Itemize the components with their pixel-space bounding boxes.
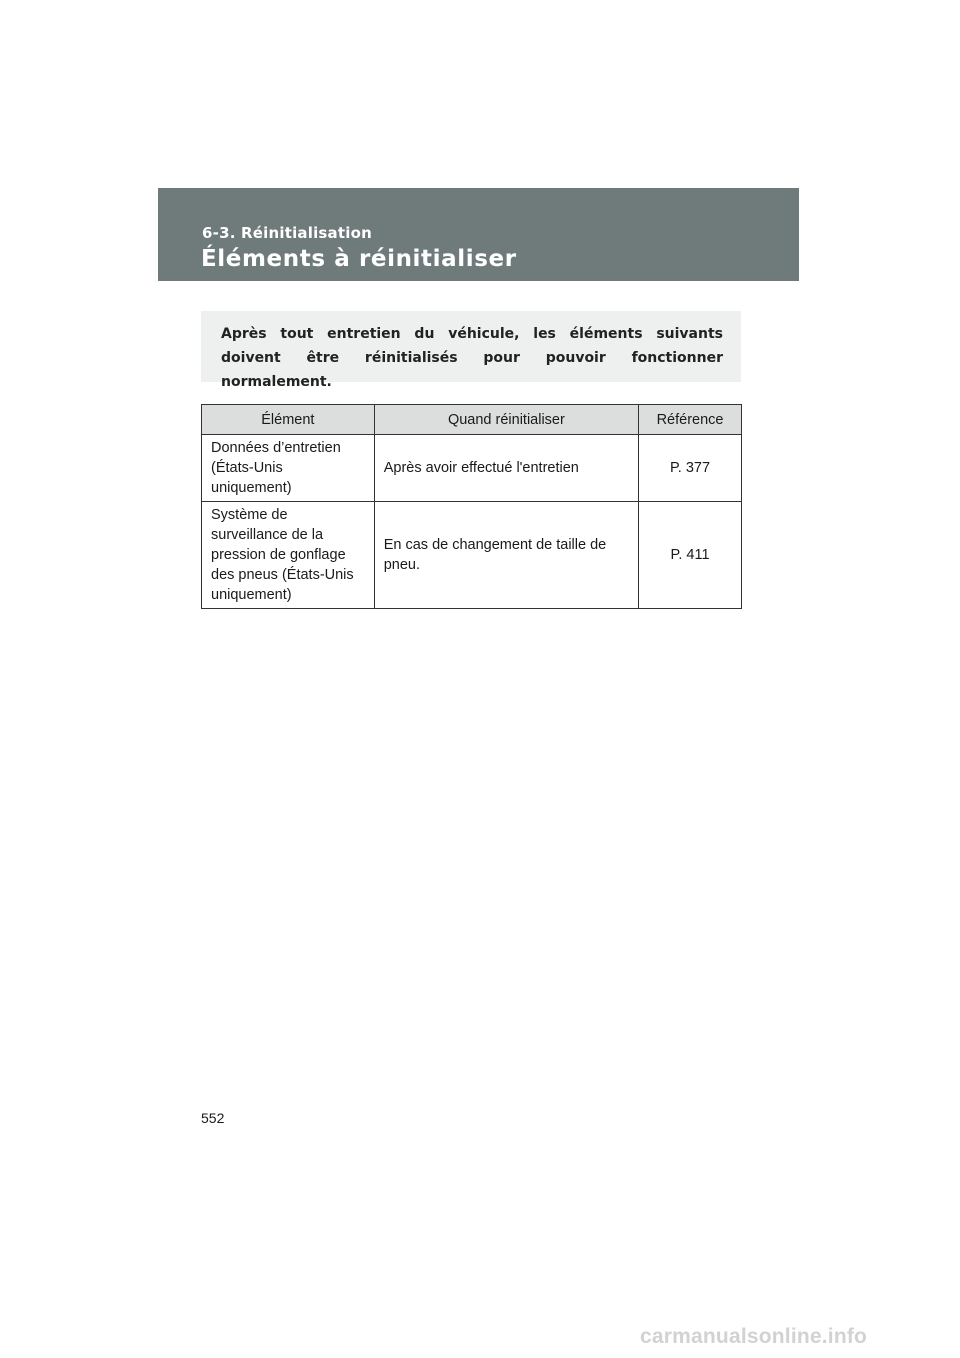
header-reference: Référence [639, 405, 742, 435]
cell-when: Après avoir effectué l'entretien [374, 435, 638, 502]
intro-box [201, 311, 741, 390]
page-title: Éléments à réinitialiser [201, 246, 517, 272]
header-when: Quand réinitialiser [374, 405, 638, 435]
cell-reference: P. 377 [639, 435, 742, 502]
cell-item: Données d’entretien (États-Unis uniquement) [202, 435, 375, 502]
page-number: 552 [201, 1110, 225, 1126]
table-row [202, 502, 742, 609]
reset-items-table [201, 404, 742, 609]
table-header-row [202, 405, 742, 435]
cell-when: En cas de changement de taille de pneu. [374, 502, 638, 609]
cell-item: Système de surveillance de la pression de gonflage des pneus (États-Unis uniquement) [202, 502, 375, 609]
table-row [202, 435, 742, 502]
section-label: 6-3. Réinitialisation [202, 224, 372, 242]
watermark: carmanualsonline.info [640, 1325, 868, 1348]
header-item: Élément [202, 405, 375, 435]
header-band [158, 188, 799, 281]
intro-text: Après tout entretien du véhicule, les éléments suivants doivent être réinitialisés pour pouvoir fonctionner normalement. [221, 326, 723, 390]
cell-reference: P. 411 [639, 502, 742, 609]
